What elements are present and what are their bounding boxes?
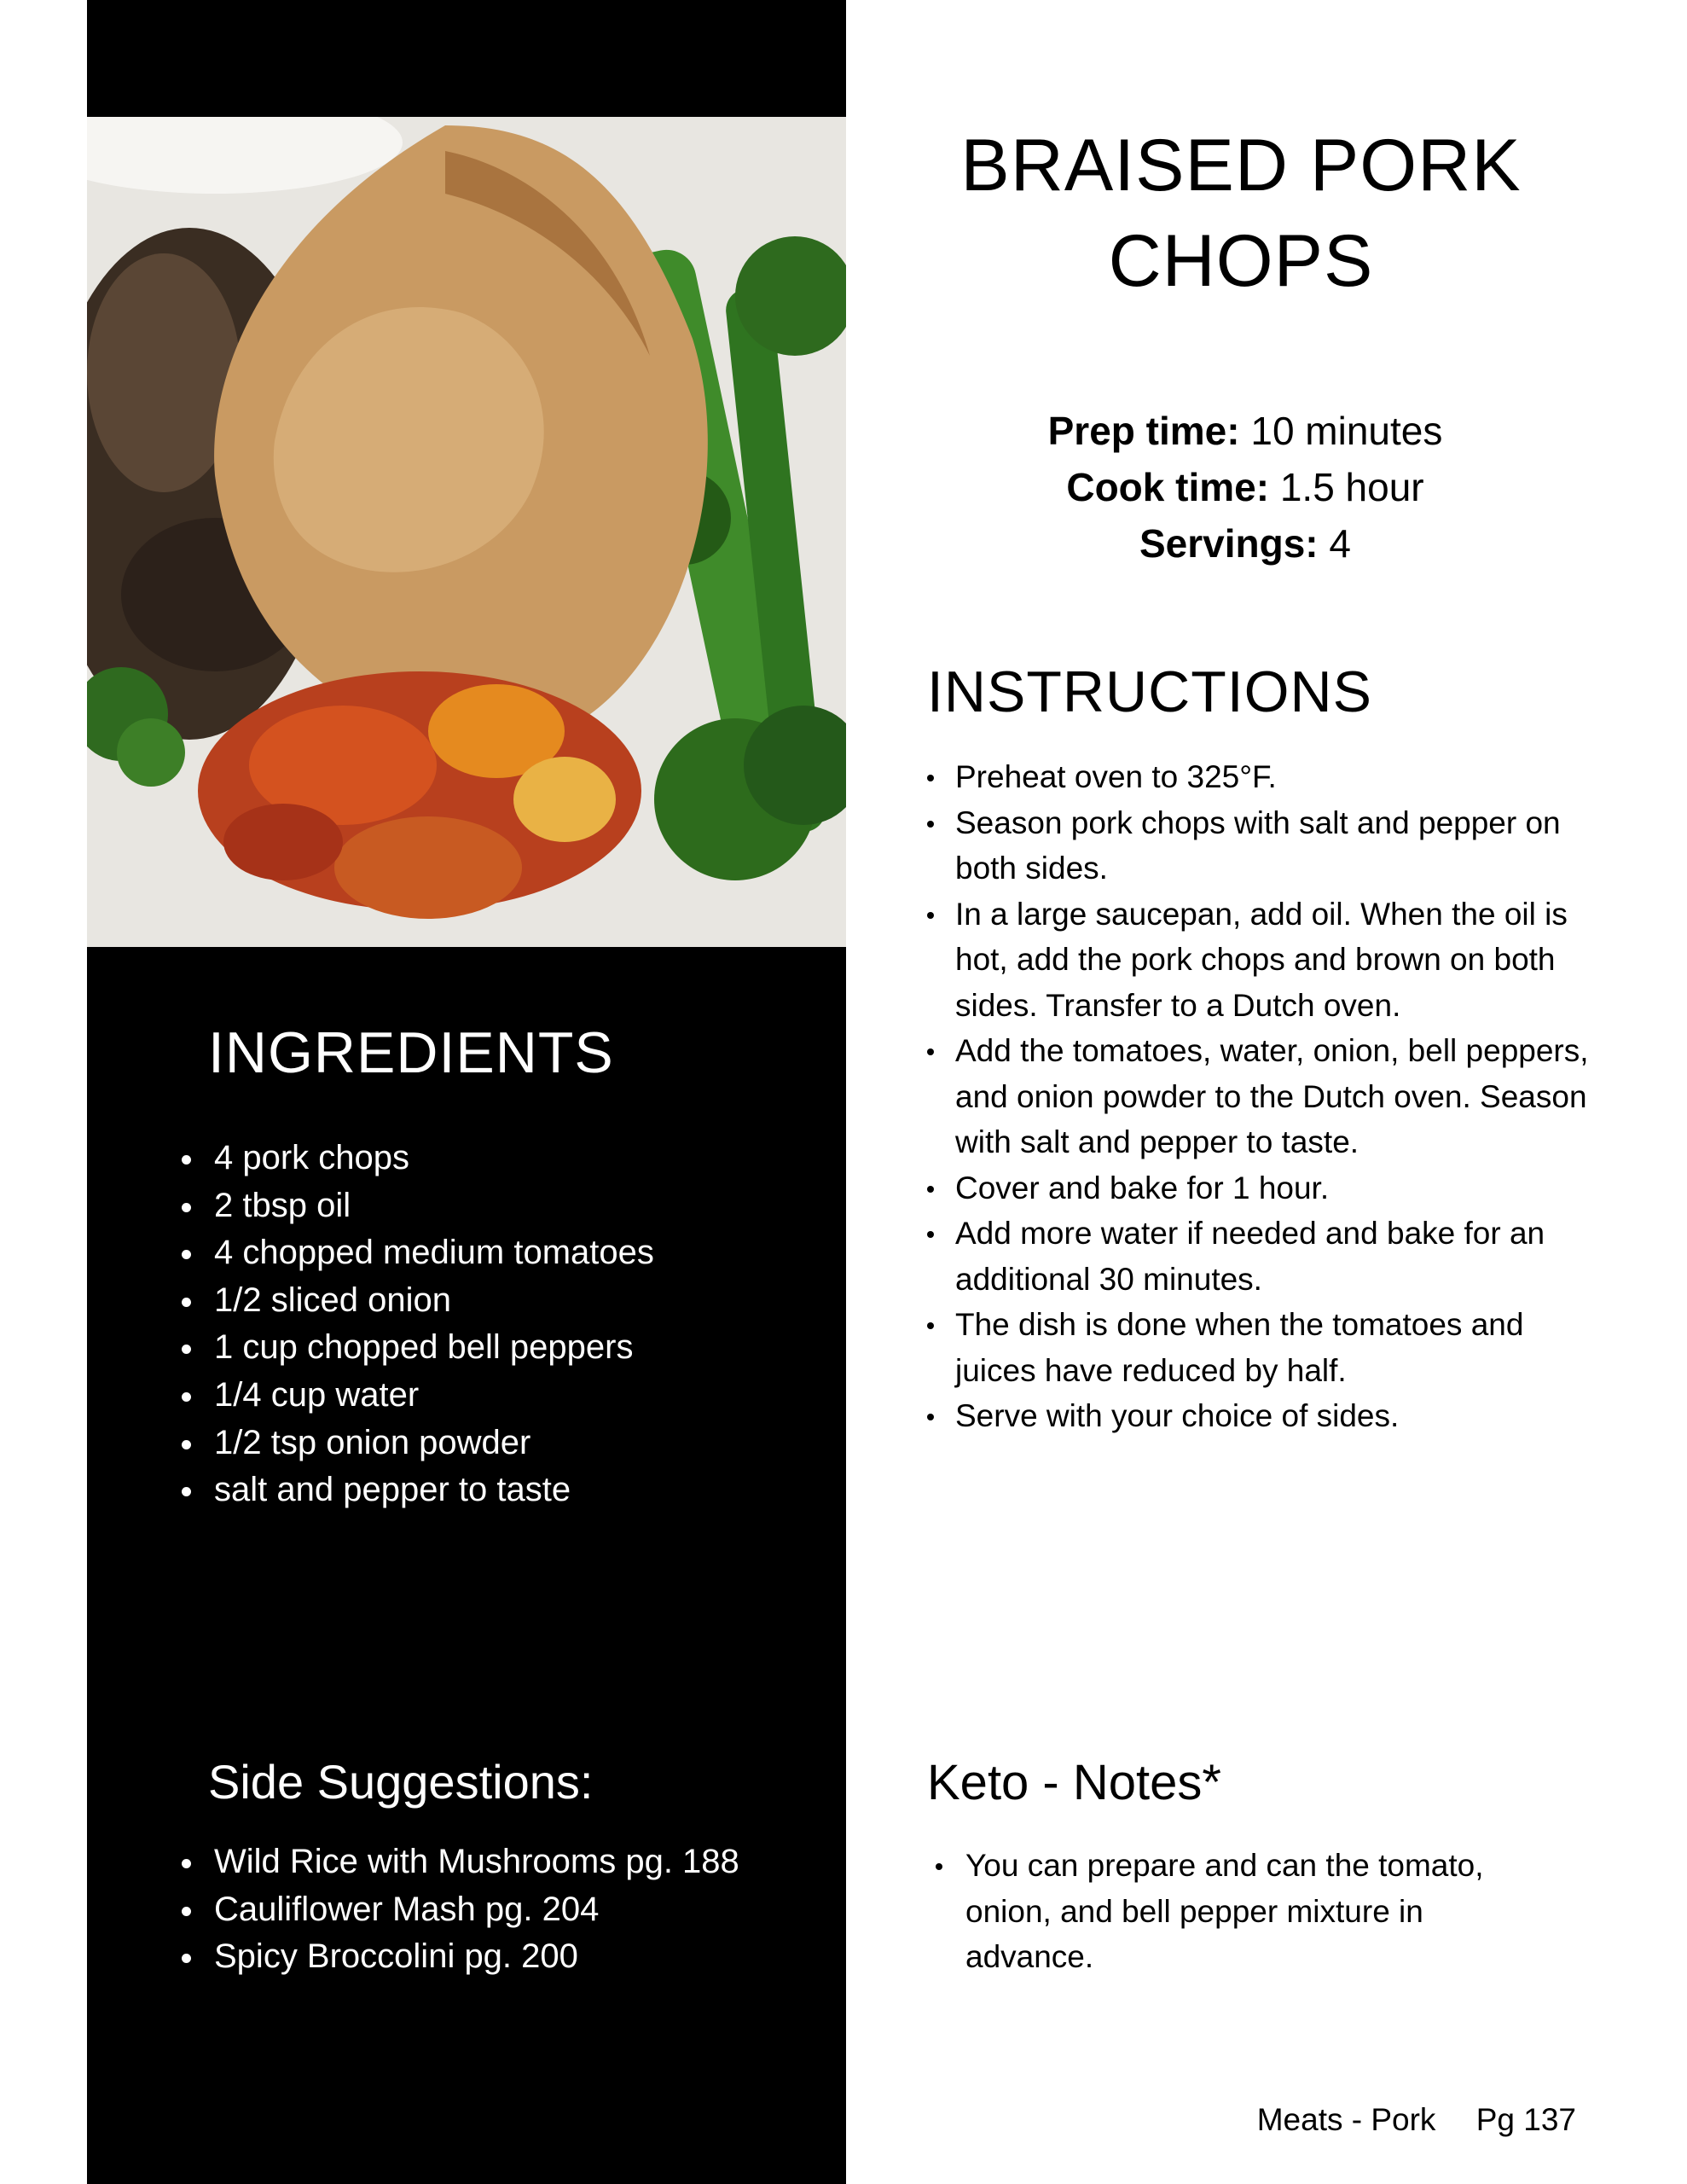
keto-notes-list [936,1843,1550,1980]
prep-time-row [853,403,1638,459]
instruction-step: In a large saucepan, add oil. When the oil is hot, add the pork chops and brown on both sides. Transfer to a Dutch oven. [927,892,1601,1029]
instruction-step: Serve with your choice of sides. [927,1393,1601,1439]
side-suggestions-heading: Side Suggestions: [208,1755,594,1809]
ingredient-item: 1 cup chopped bell peppers [177,1324,654,1372]
keto-notes-heading: Keto - Notes* [927,1755,1221,1810]
instructions-heading: INSTRUCTIONS [927,659,1372,724]
footer-page-number: Pg 137 [1475,2102,1576,2137]
side-suggestion-item: Wild Rice with Mushrooms pg. 188 [177,1838,739,1886]
side-suggestions-list [177,1838,739,1981]
ingredient-item: 1/4 cup water [177,1372,654,1420]
instruction-step: Cover and bake for 1 hour. [927,1165,1601,1211]
side-suggestion-item: Spicy Broccolini pg. 200 [177,1933,739,1981]
side-suggestion-item: Cauliflower Mash pg. 204 [177,1886,739,1934]
cook-time-row [853,459,1638,515]
instruction-step: Preheat oven to 325°F. [927,754,1601,800]
ingredients-heading: INGREDIENTS [208,1020,614,1085]
page-footer [1257,2102,1576,2138]
footer-section: Meats - Pork [1256,2102,1436,2137]
ingredient-item: 1/2 sliced onion [177,1277,654,1325]
ingredients-list [177,1135,654,1514]
cook-time-label: Cook time: [1066,465,1270,509]
ingredient-item: 1/2 tsp onion powder [177,1420,654,1467]
ingredient-item: salt and pepper to taste [177,1467,654,1514]
recipe-title-line-2: CHOPS [1108,220,1374,302]
keto-note-item: You can prepare and can the tomato, onion, and bell pepper mixture in advance. [936,1843,1550,1980]
recipe-title-line-1: BRAISED PORK [960,125,1522,206]
ingredient-item: 4 chopped medium tomatoes [177,1229,654,1277]
recipe-title [853,118,1629,309]
instruction-step: Season pork chops with salt and pepper on both sides. [927,800,1601,892]
prep-time-label: Prep time: [1047,409,1240,453]
instructions-list [927,754,1601,1439]
instruction-step: Add the tomatoes, water, onion, bell peppers, and onion powder to the Dutch oven. Season with salt and pepper to taste. [927,1028,1601,1165]
servings-label: Servings: [1139,521,1319,566]
servings-value: 4 [1329,521,1351,566]
servings-row [853,515,1638,572]
dish-photo [87,117,846,947]
ingredient-item: 2 tbsp oil [177,1182,654,1230]
ingredient-item: 4 pork chops [177,1135,654,1182]
instruction-step: Add more water if needed and bake for an additional 30 minutes. [927,1211,1601,1302]
recipe-meta [853,403,1638,572]
instruction-step: The dish is done when the tomatoes and juices have reduced by half. [927,1302,1601,1393]
cook-time-value: 1.5 hour [1279,465,1424,509]
prep-time-value: 10 minutes [1250,409,1443,453]
